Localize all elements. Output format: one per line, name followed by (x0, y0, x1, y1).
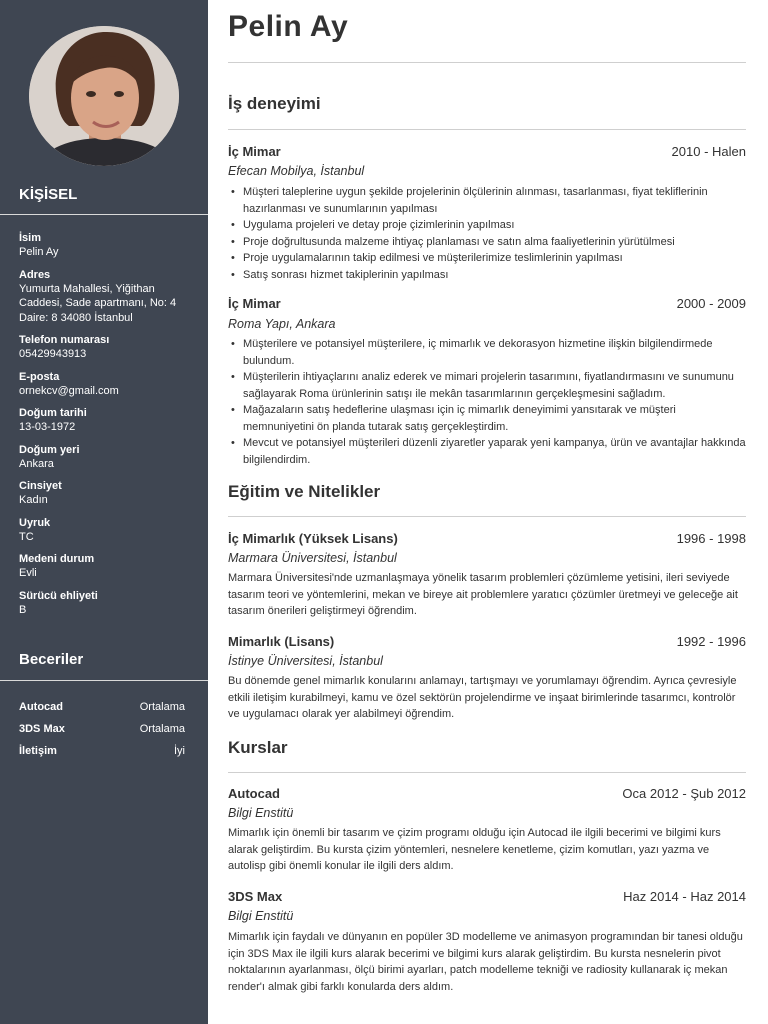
license-value: B (19, 603, 27, 616)
education-description: Bu dönemde genel mimarlık konularını anlamayı, tartışmayı ve yorumlamayı öğrendim. Ayrıca çevresiyle etkili iletişim kurabilmeyi, kamu ve özel sektörün projelendirme ve inşaat birimlerinde tasarımcı, kontrolör ve uygulamacı olarak yer alabilmeyi öğrendim. (228, 675, 737, 720)
education-header (228, 531, 746, 546)
course-provider: Bilgi Enstitü (228, 806, 294, 820)
personal-divider (0, 214, 208, 215)
skill-name: 3DS Max (19, 723, 65, 735)
address-label: Adres (19, 268, 51, 281)
skill-level: Ortalama (139, 723, 185, 735)
course-title: 3DS Max (228, 889, 283, 904)
course-description: Mimarlık için faydalı ve dünyanın en popüler 3D modelleme ve animasyon programından bir tanesi olduğu için 3DS Max ile ilgili kurs alarak becerimi ve bilgimi kurs alarak geliştirdim. Bu kursta nesnelerin pivot noktalarının ayarlanması, ölçü birimi ayarları, patch modelleme tekniği ve radiosity kullanarak iç mekan render'ı almak gibi farklı konularda ders aldım. (228, 931, 743, 993)
education-description: Marmara Üniversitesi'nde uzmanlaşmaya yönelik tasarım problemleri çözümleme yetisini, ileri seviyede tasarım teori ve yöntemlerini, mekan ve bireye ait problemlere yaratıcı çözümler üretmeyi ve geleceğe ait tasarım önerileri geliştirmeyi öğrendim. (228, 572, 738, 617)
personal-info (19, 231, 199, 625)
education-dates: 1992 - 1996 (676, 634, 746, 649)
skill-row (19, 696, 185, 718)
degree-title: İç Mimarlık (Yüksek Lisans) (228, 531, 398, 546)
course-description: Mimarlık için önemli bir tasarım ve çizim programı olduğu için Autocad ile ilgili becerimi ve bilgimi kurs alarak geliştirdim. Bu kursta çizim yöntemleri, nesnelere kenetleme, çizim komutları, yazı yazma ve autolisp gibi önemli konular ile ilgili ders aldım. (228, 827, 721, 872)
job-dates: 2010 - Halen (671, 144, 746, 159)
person-name: Pelin Ay (228, 10, 349, 43)
skill-row (19, 740, 185, 762)
job-header (228, 296, 746, 311)
course-dates: Oca 2012 - Şub 2012 (622, 786, 746, 801)
name-label: İsim (19, 232, 42, 244)
experience-divider (228, 129, 746, 130)
profile-photo (29, 26, 179, 166)
marital-value: Evli (19, 567, 37, 579)
portrait-avatar-icon (29, 26, 179, 166)
license-label: Sürücü ehliyeti (19, 589, 98, 602)
address-value: Yumurta Mahallesi, Yiğithan Caddesi, Sade apartmanı, No: 4 Daire: 8 34080 İstanbul (19, 282, 177, 324)
skill-row (19, 718, 185, 740)
skill-name: Autocad (19, 701, 63, 713)
course-provider: Bilgi Enstitü (228, 909, 294, 923)
personal-heading: KİŞİSEL (19, 186, 78, 203)
education-divider (228, 516, 746, 517)
birthdate-value: 13-03-1972 (19, 421, 76, 433)
job-title: İç Mimar (228, 296, 281, 311)
list-item: • Müşterilerin ihtiyaçlarını analiz ederek ve mimari projelerin tasarımını, fiyatlandırmasını ve sunumunu sağlayarak Roma ürünlerinin satışı ile mekân tasarımlarının gerçekleşmesini sağladım. (228, 369, 748, 402)
experience-heading: İş deneyimi (228, 94, 321, 113)
skill-level: İyi (174, 745, 185, 757)
gender-value: Kadın (19, 494, 48, 506)
birthdate-label: Doğum tarihi (19, 407, 87, 419)
list-item: • Müşterilere ve potansiyel müşterilere, iç mimarlık ve dekorasyon hizmetine ilişkin bilgilendirmede bulundum. (228, 336, 748, 369)
gender-label: Cinsiyet (19, 480, 62, 492)
name-value: Pelin Ay (19, 246, 59, 258)
education-heading: Eğitim ve Nitelikler (228, 482, 381, 501)
birthplace-label: Doğum yeri (19, 443, 80, 456)
job-company: Roma Yapı, Ankara (228, 317, 336, 331)
list-item: • Uygulama projeleri ve detay proje çizimlerinin yapılması (228, 217, 748, 234)
sidebar (0, 0, 208, 1024)
skills-heading: Beceriler (19, 651, 84, 668)
skill-name: İletişim (19, 745, 57, 757)
course-dates: Haz 2014 - Haz 2014 (623, 889, 746, 904)
course-title: Autocad (228, 786, 280, 801)
skills-list (19, 696, 185, 762)
email-value: ornekcv@gmail.com (19, 384, 119, 397)
education-header (228, 634, 746, 649)
courses-divider (228, 772, 746, 773)
skills-divider (0, 680, 208, 681)
school-name: Marmara Üniversitesi, İstanbul (228, 551, 397, 565)
job-dates: 2000 - 2009 (676, 296, 746, 311)
course-header (228, 786, 746, 801)
job-title: İç Mimar (228, 144, 281, 159)
phone-label: Telefon numarası (19, 334, 110, 346)
list-item: • Mağazaların satış hedeflerine ulaşması için iç mimarlık deneyimimi yansıtarak ve müşteri memnuniyetini ön planda tutarak satış gerçekleştirdim. (228, 402, 748, 435)
job-header (228, 144, 746, 159)
list-item: • Proje doğrultusunda malzeme ihtiyaç planlaması ve satın alma faaliyetlerinin yürütülmesi (228, 234, 748, 251)
course-header (228, 889, 746, 904)
marital-label: Medeni durum (19, 553, 95, 565)
nationality-value: TC (19, 530, 34, 543)
birthplace-value: Ankara (19, 457, 54, 470)
job-company: Efecan Mobilya, İstanbul (228, 164, 365, 178)
education-dates: 1996 - 1998 (676, 531, 746, 546)
phone-value: 05429943913 (19, 348, 87, 360)
skill-level: Ortalama (139, 701, 185, 713)
courses-heading: Kurslar (228, 738, 288, 757)
nationality-label: Uyruk (19, 516, 51, 529)
list-item: • Müşteri taleplerine uygun şekilde projelerinin ölçülerinin alınması, tasarlanması, fiyat tekliflerinin hazırlanması ve sunumlarının yapılması (228, 184, 748, 217)
job-bullets (228, 336, 748, 468)
list-item: • Proje uygulamalarının takip edilmesi ve müşterilerimize teslimlerinin yapılması (228, 250, 748, 267)
list-item: • Satış sonrası hizmet takiplerinin yapılması (228, 267, 748, 284)
header-divider (228, 62, 746, 63)
degree-title: Mimarlık (Lisans) (228, 634, 335, 649)
list-item: • Mevcut ve potansiyel müşterileri düzenli ziyaretler yaparak yeni kampanya, ürün ve avantajlar hakkında bilgilendirdim. (228, 435, 748, 468)
school-name: İstinye Üniversitesi, İstanbul (228, 654, 383, 668)
job-bullets (228, 184, 748, 283)
email-label: E-posta (19, 370, 60, 383)
